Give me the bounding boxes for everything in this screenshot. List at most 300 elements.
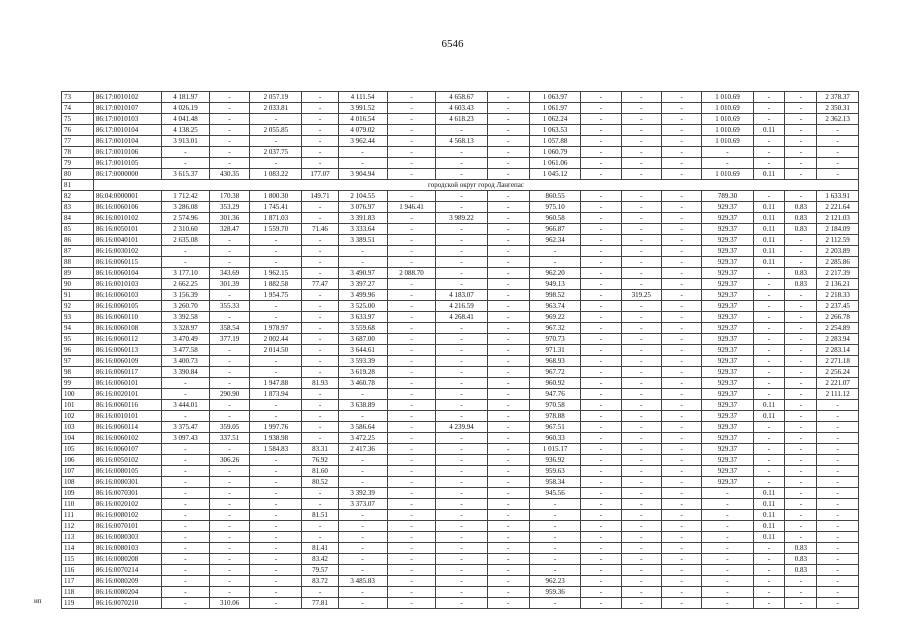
row-number: 116 <box>62 565 94 576</box>
value-cell: - <box>436 279 487 290</box>
value-cell: - <box>621 455 661 466</box>
value-cell: - <box>487 290 530 301</box>
value-cell: - <box>250 400 302 411</box>
value-cell: - <box>302 587 338 598</box>
value-cell: - <box>436 543 487 554</box>
value-cell: - <box>162 598 210 609</box>
value-cell: 3 485.83 <box>338 576 387 587</box>
value-cell: - <box>436 158 487 169</box>
cadastral-quarter-cell: 86:16:0070214 <box>93 565 161 576</box>
value-cell: 929.37 <box>702 345 753 356</box>
value-cell: - <box>209 114 249 125</box>
value-cell: - <box>785 510 817 521</box>
value-cell: - <box>785 378 817 389</box>
value-cell: - <box>581 312 621 323</box>
value-cell: 2 285.86 <box>817 257 859 268</box>
value-cell: - <box>662 213 702 224</box>
value-cell: - <box>581 334 621 345</box>
value-cell: - <box>436 334 487 345</box>
value-cell: 929.37 <box>702 213 753 224</box>
value-cell: - <box>302 147 338 158</box>
value-cell: 0.83 <box>785 554 817 565</box>
value-cell: - <box>209 411 249 422</box>
value-cell: - <box>487 312 530 323</box>
value-cell: - <box>436 389 487 400</box>
value-cell: - <box>753 279 785 290</box>
value-cell: 1 057.88 <box>530 136 581 147</box>
value-cell: 978.88 <box>530 411 581 422</box>
value-cell: 929.37 <box>702 290 753 301</box>
value-cell: - <box>581 202 621 213</box>
value-cell: - <box>302 268 338 279</box>
value-cell: 1 962.15 <box>250 268 302 279</box>
value-cell: 80.52 <box>302 477 338 488</box>
value-cell: 2 254.89 <box>817 323 859 334</box>
value-cell: 76.92 <box>302 455 338 466</box>
table-row <box>62 356 859 367</box>
value-cell: - <box>209 345 249 356</box>
value-cell: 1 083.22 <box>250 169 302 180</box>
value-cell: 929.37 <box>702 323 753 334</box>
value-cell: - <box>387 169 436 180</box>
value-cell: - <box>162 147 210 158</box>
value-cell: - <box>662 411 702 422</box>
value-cell: - <box>250 312 302 323</box>
table-row <box>62 136 859 147</box>
value-cell: - <box>662 466 702 477</box>
cadastral-quarter-cell: 86:16:0080301 <box>93 477 161 488</box>
value-cell: 4 111.54 <box>338 92 387 103</box>
value-cell: - <box>162 521 210 532</box>
value-cell: - <box>817 125 859 136</box>
value-cell: 967.32 <box>530 323 581 334</box>
value-cell: 3 097.43 <box>162 433 210 444</box>
table-row <box>62 158 859 169</box>
value-cell: - <box>581 488 621 499</box>
value-cell: - <box>209 312 249 323</box>
value-cell: - <box>436 444 487 455</box>
value-cell: - <box>487 367 530 378</box>
value-cell: - <box>621 345 661 356</box>
value-cell: - <box>621 147 661 158</box>
value-cell: - <box>785 576 817 587</box>
value-cell: 1 882.58 <box>250 279 302 290</box>
value-cell: - <box>817 444 859 455</box>
value-cell: 1 946.41 <box>387 202 436 213</box>
value-cell: - <box>162 246 210 257</box>
table-row <box>62 433 859 444</box>
row-number: 98 <box>62 367 94 378</box>
value-cell: - <box>487 158 530 169</box>
value-cell: - <box>387 510 436 521</box>
value-cell: - <box>436 191 487 202</box>
value-cell: - <box>436 268 487 279</box>
value-cell: - <box>785 433 817 444</box>
value-cell: - <box>302 125 338 136</box>
value-cell: - <box>209 466 249 477</box>
value-cell: 968.93 <box>530 356 581 367</box>
value-cell: - <box>662 598 702 609</box>
cadastral-quarter-cell: 86:16:0060110 <box>93 312 161 323</box>
table-row <box>62 257 859 268</box>
value-cell: 1 938.98 <box>250 433 302 444</box>
value-cell: 2 237.45 <box>817 301 859 312</box>
value-cell: 301.36 <box>209 213 249 224</box>
value-cell: 177.07 <box>302 169 338 180</box>
value-cell: - <box>487 565 530 576</box>
table-row <box>62 114 859 125</box>
value-cell: 959.36 <box>530 587 581 598</box>
cadastral-quarter-cell: 86:16:0060115 <box>93 257 161 268</box>
value-cell: - <box>436 323 487 334</box>
row-number: 79 <box>62 158 94 169</box>
cadastral-quarter-cell: 86:16:0050101 <box>93 224 161 235</box>
value-cell: - <box>387 444 436 455</box>
value-cell: - <box>162 466 210 477</box>
value-cell: 0.11 <box>753 125 785 136</box>
table-row <box>62 422 859 433</box>
value-cell: 962.34 <box>530 235 581 246</box>
cadastral-quarter-cell: 86:17:0010104 <box>93 125 161 136</box>
row-number: 96 <box>62 345 94 356</box>
value-cell: 2 283.14 <box>817 345 859 356</box>
value-cell: - <box>621 411 661 422</box>
value-cell: - <box>209 532 249 543</box>
value-cell: 929.37 <box>702 356 753 367</box>
value-cell: - <box>302 235 338 246</box>
value-cell: - <box>250 510 302 521</box>
value-cell: 3 989.22 <box>436 213 487 224</box>
value-cell: 2 271.18 <box>817 356 859 367</box>
value-cell: 3 392.39 <box>338 488 387 499</box>
value-cell: - <box>662 565 702 576</box>
cadastral-quarter-cell: 86:16:0060103 <box>93 290 161 301</box>
row-number: 109 <box>62 488 94 499</box>
value-cell: - <box>785 356 817 367</box>
value-cell: - <box>785 488 817 499</box>
value-cell: - <box>753 323 785 334</box>
value-cell: - <box>621 576 661 587</box>
value-cell: 3 638.89 <box>338 400 387 411</box>
cadastral-quarter-cell: 86:16:0060107 <box>93 444 161 455</box>
value-cell: - <box>621 323 661 334</box>
value-cell: - <box>662 356 702 367</box>
value-cell: 3 156.39 <box>162 290 210 301</box>
value-cell: 0.83 <box>785 565 817 576</box>
value-cell: - <box>785 598 817 609</box>
value-cell: - <box>250 488 302 499</box>
value-cell: - <box>753 444 785 455</box>
row-number: 91 <box>62 290 94 301</box>
value-cell: - <box>338 521 387 532</box>
value-cell: - <box>621 191 661 202</box>
value-cell: - <box>302 422 338 433</box>
value-cell: - <box>387 488 436 499</box>
value-cell: - <box>621 510 661 521</box>
value-cell: - <box>487 488 530 499</box>
value-cell: - <box>785 125 817 136</box>
value-cell: - <box>387 235 436 246</box>
value-cell: - <box>581 246 621 257</box>
value-cell: 949.13 <box>530 279 581 290</box>
table-row <box>62 554 859 565</box>
value-cell: 3 391.83 <box>338 213 387 224</box>
value-cell: 2 221.07 <box>817 378 859 389</box>
value-cell: - <box>302 92 338 103</box>
cadastral-quarter-cell: 86:16:0080204 <box>93 587 161 598</box>
value-cell: 4 268.41 <box>436 312 487 323</box>
value-cell: 0.11 <box>753 246 785 257</box>
value-cell: - <box>250 136 302 147</box>
value-cell: 929.37 <box>702 444 753 455</box>
value-cell: - <box>621 565 661 576</box>
cadastral-quarter-cell: 86:16:0080103 <box>93 543 161 554</box>
value-cell: - <box>338 587 387 598</box>
value-cell: - <box>302 400 338 411</box>
value-cell: - <box>387 378 436 389</box>
footer-mark: ип <box>34 597 42 605</box>
cadastral-quarter-cell: 86:17:0010105 <box>93 158 161 169</box>
row-number: 100 <box>62 389 94 400</box>
value-cell: - <box>662 488 702 499</box>
value-cell: - <box>436 257 487 268</box>
value-cell: 2 266.78 <box>817 312 859 323</box>
row-number: 82 <box>62 191 94 202</box>
value-cell: - <box>487 455 530 466</box>
value-cell: 3 460.78 <box>338 378 387 389</box>
value-cell: - <box>581 389 621 400</box>
value-cell: 3 333.64 <box>338 224 387 235</box>
value-cell: - <box>302 389 338 400</box>
value-cell: - <box>662 290 702 301</box>
value-cell: - <box>817 169 859 180</box>
value-cell: 0.83 <box>785 543 817 554</box>
cadastral-quarter-cell: 86:16:0060102 <box>93 433 161 444</box>
value-cell: - <box>387 158 436 169</box>
value-cell: - <box>387 345 436 356</box>
value-cell: - <box>487 389 530 400</box>
value-cell: - <box>621 587 661 598</box>
value-cell: 2 256.24 <box>817 367 859 378</box>
value-cell: - <box>785 147 817 158</box>
value-cell: - <box>302 323 338 334</box>
value-cell: - <box>785 444 817 455</box>
value-cell: - <box>436 378 487 389</box>
cadastral-quarter-cell: 86:16:0060112 <box>93 334 161 345</box>
value-cell: 4 041.48 <box>162 114 210 125</box>
value-cell: - <box>785 169 817 180</box>
value-cell: - <box>753 477 785 488</box>
value-cell: 79.57 <box>302 565 338 576</box>
value-cell: - <box>702 587 753 598</box>
value-cell: - <box>387 433 436 444</box>
value-cell: - <box>581 477 621 488</box>
value-cell: - <box>436 521 487 532</box>
value-cell: - <box>621 334 661 345</box>
value-cell: 971.31 <box>530 345 581 356</box>
row-number: 104 <box>62 433 94 444</box>
value-cell: - <box>530 499 581 510</box>
value-cell: - <box>753 466 785 477</box>
value-cell: - <box>338 246 387 257</box>
value-cell: 3 477.58 <box>162 345 210 356</box>
table-row <box>62 455 859 466</box>
row-number: 115 <box>62 554 94 565</box>
value-cell: 83.72 <box>302 576 338 587</box>
value-cell: - <box>817 488 859 499</box>
value-cell: - <box>785 521 817 532</box>
value-cell: 3 390.84 <box>162 367 210 378</box>
row-number: 102 <box>62 411 94 422</box>
table-row <box>62 191 859 202</box>
value-cell: - <box>662 246 702 257</box>
value-cell: - <box>817 422 859 433</box>
value-cell: - <box>621 554 661 565</box>
value-cell: - <box>487 268 530 279</box>
value-cell: - <box>753 147 785 158</box>
value-cell: - <box>581 114 621 125</box>
value-cell: - <box>785 301 817 312</box>
value-cell: 2 014.50 <box>250 345 302 356</box>
value-cell: - <box>162 411 210 422</box>
value-cell: - <box>662 224 702 235</box>
value-cell: - <box>387 367 436 378</box>
value-cell: - <box>581 455 621 466</box>
value-cell: - <box>487 213 530 224</box>
value-cell: - <box>487 400 530 411</box>
value-cell: - <box>581 400 621 411</box>
value-cell: 337.51 <box>209 433 249 444</box>
cadastral-quarter-cell: 86:16:0020102 <box>93 499 161 510</box>
value-cell: - <box>702 510 753 521</box>
value-cell: 1 871.03 <box>250 213 302 224</box>
value-cell: - <box>209 499 249 510</box>
value-cell: - <box>387 400 436 411</box>
value-cell: 0.83 <box>785 202 817 213</box>
value-cell: - <box>487 92 530 103</box>
row-number: 81 <box>62 180 94 191</box>
value-cell: 1 045.12 <box>530 169 581 180</box>
value-cell: 0.11 <box>753 224 785 235</box>
value-cell: - <box>209 400 249 411</box>
value-cell: - <box>387 598 436 609</box>
value-cell: - <box>621 488 661 499</box>
value-cell: - <box>387 323 436 334</box>
value-cell: - <box>581 565 621 576</box>
row-number: 87 <box>62 246 94 257</box>
value-cell: - <box>753 103 785 114</box>
value-cell: - <box>581 543 621 554</box>
value-cell: 929.37 <box>702 400 753 411</box>
value-cell: - <box>209 246 249 257</box>
row-number: 92 <box>62 301 94 312</box>
value-cell: - <box>817 499 859 510</box>
value-cell: - <box>581 444 621 455</box>
value-cell: - <box>250 455 302 466</box>
value-cell: 2 002.44 <box>250 334 302 345</box>
value-cell: - <box>702 576 753 587</box>
value-cell: - <box>621 499 661 510</box>
value-cell: - <box>302 334 338 345</box>
value-cell: 0.83 <box>785 213 817 224</box>
value-cell: - <box>387 389 436 400</box>
value-cell: 83.42 <box>302 554 338 565</box>
table-body <box>62 92 859 609</box>
row-number: 84 <box>62 213 94 224</box>
value-cell: - <box>487 532 530 543</box>
value-cell: 2 310.60 <box>162 224 210 235</box>
value-cell: - <box>302 356 338 367</box>
value-cell: - <box>621 92 661 103</box>
row-number: 76 <box>62 125 94 136</box>
value-cell: 960.58 <box>530 213 581 224</box>
value-cell: 0.11 <box>753 488 785 499</box>
row-number: 94 <box>62 323 94 334</box>
value-cell: - <box>581 422 621 433</box>
cadastral-quarter-cell: 86:16:0060114 <box>93 422 161 433</box>
value-cell: - <box>302 521 338 532</box>
value-cell: - <box>753 92 785 103</box>
row-number: 97 <box>62 356 94 367</box>
value-cell: - <box>209 147 249 158</box>
cadastral-quarter-cell: 86:16:0060101 <box>93 378 161 389</box>
value-cell: - <box>387 499 436 510</box>
row-number: 103 <box>62 422 94 433</box>
value-cell: - <box>436 477 487 488</box>
value-cell: - <box>621 378 661 389</box>
value-cell: - <box>162 488 210 499</box>
value-cell: - <box>209 158 249 169</box>
value-cell: - <box>162 444 210 455</box>
value-cell: 789.30 <box>702 191 753 202</box>
value-cell: - <box>621 433 661 444</box>
value-cell: 3 177.10 <box>162 268 210 279</box>
value-cell: - <box>702 488 753 499</box>
value-cell: 1 873.94 <box>250 389 302 400</box>
value-cell: - <box>387 334 436 345</box>
value-cell: - <box>487 411 530 422</box>
value-cell: - <box>250 598 302 609</box>
value-cell: 2 037.75 <box>250 147 302 158</box>
value-cell: - <box>162 543 210 554</box>
cadastral-quarter-cell: 86:16:0030102 <box>93 246 161 257</box>
value-cell: - <box>387 224 436 235</box>
value-cell: - <box>487 598 530 609</box>
value-cell: - <box>581 554 621 565</box>
value-cell: - <box>487 191 530 202</box>
table-row <box>62 576 859 587</box>
value-cell: - <box>487 323 530 334</box>
value-cell: - <box>387 422 436 433</box>
value-cell: 958.34 <box>530 477 581 488</box>
page-number: 6546 <box>441 38 464 50</box>
value-cell: - <box>753 378 785 389</box>
value-cell: - <box>753 367 785 378</box>
value-cell: - <box>487 125 530 136</box>
value-cell: 1 947.88 <box>250 378 302 389</box>
value-cell: - <box>662 367 702 378</box>
value-cell: - <box>662 422 702 433</box>
value-cell: - <box>487 378 530 389</box>
value-cell: - <box>581 158 621 169</box>
cadastral-quarter-cell: 86:16:0070101 <box>93 521 161 532</box>
value-cell: - <box>436 433 487 444</box>
table-row <box>62 224 859 235</box>
value-cell: 2 362.13 <box>817 114 859 125</box>
value-cell: - <box>753 158 785 169</box>
value-cell: 2 055.85 <box>250 125 302 136</box>
value-cell: - <box>209 477 249 488</box>
